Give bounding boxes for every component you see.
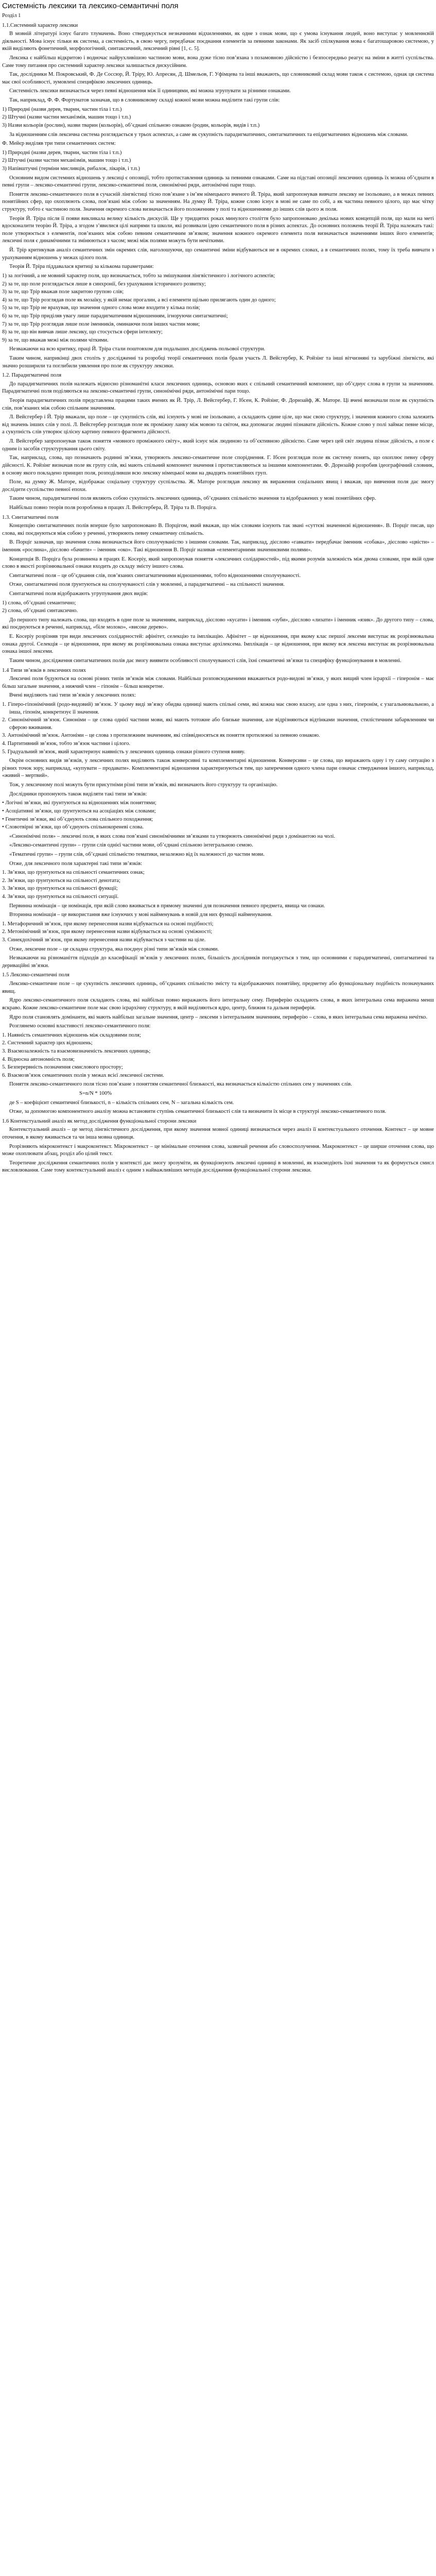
list-item: 2) за те, що поле розглядається лише в синхронії, без урахування історичного розвитку; [2, 281, 206, 287]
paragraph: Таким чином, наприкінці двох століть у дослідженні та розробці теорії семантичних полів брали участь Л. Вейсгербер, К. Ройзінг та інші вітчизняні та зарубіжні лінгвісти, які значно розширили та поглибили уявлення про поле як структуру лексики. [2, 355, 434, 369]
paragraph: Розрізняють мікроконтекст і макроконтекст. Мікроконтекст – це мінімальне оточення слова, зазвичай речення або словосполучення. Макроконтекст – це ширше оточення слова, що може охоплювати абзац, розділ або цілий текст. [2, 1143, 434, 1157]
subsection-heading: 1.3. Синтагматичні поля [2, 514, 59, 520]
paragraph: Отже, лексичне поле – це складна структура, яка поєднує різні типи зв’язків між словами. [9, 946, 219, 952]
list-item: 4) за те, що Трір розглядав поле як мозаїку, у якій немає прогалин, а всі елементи щільно прилягають один до одного; [2, 297, 276, 303]
paragraph: Ядро лексико-семантичного поля складають слова, які найбільш повно виражають його інтегральну сему. Периферію складають слова, в яких інтегральна сема виражена менш яскраво. Кожне лексико-семантичне поле має свою ієрархічну структуру, в якій виділяються ядро, центр, ближня та дальня периферія. [2, 997, 434, 1011]
paragraph: Незважаючи на всю критику, праці Й. Тріра стали поштовхом для подальших досліджень польової структури. [9, 346, 266, 352]
list-item: 2) Штучні (назви частин механізмів, машин тощо і т.п.) [2, 114, 131, 121]
list-item: 6) за те, що Трір приділяв увагу лише парадигматичним відношенням, ігноруючи синтагматичні; [2, 313, 228, 319]
list-item: 5. Градуальний зв’язок, який характеризує наявність у лексичних одиниць ознаки різного ступеня вияву. [2, 749, 246, 755]
subsection-heading: 1.4 Типи зв’язків в лексичних полях [2, 667, 86, 673]
paragraph: Вчені виділяють такі типи зв’язків у лексичних полях: [9, 692, 136, 699]
paragraph: Контекстуальний аналіз – це метод лінгвістичного дослідження, при якому значення мовної одиниці визначається через аналіз її контекстуального оточення. Контекст – це мовне оточення, в якому вживається та чи інша мовна одиниця. [2, 1127, 434, 1141]
list-item: • Асоціативні зв’язки, що ґрунтуються на асоціаціях між словами; [2, 808, 156, 814]
list-item: 2) Штучні (назви частин механізмів, машин тощо і т.п.) [2, 158, 131, 164]
paragraph: Концепцію синтагматичних полів вперше було запропоновано В. Порцігом, який вважав, що між словами існують так звані «суттєві значеннєві відношення». В. Порціг писав, що слова, які поєднуються між собою у реченні, утворюють певну семантичну спільність. [2, 523, 434, 536]
paragraph: Поняття лексико-семантичного поля тісно пов’язане з поняттям семантичної близькості, яка визначається кількістю спільних сем у значеннях слів. [9, 1081, 352, 1088]
list-item: 7) за те, що Трір розглядав лише поле іменників, оминаючи поля інших частин мови; [2, 321, 200, 327]
paragraph: «Лексико-семантичні групи» – групи слів однієї частини мови, об’єднані спільною інтегральною семою. [9, 842, 253, 849]
paragraph: Вторинна номінація – це використання вже існуючих у мові найменувань в новій для них функції найменування. [9, 912, 273, 918]
list-item: 1) слова, об’єднані семантично; [2, 600, 76, 606]
list-item: 2. Зв’язки, що ґрунтуються на спільності денотата; [2, 877, 120, 884]
paragraph: Отже, синтагматичні поля ґрунтуються на сполучуваності слів у мовленні, а парадигматичні – на спільності значення. [9, 582, 285, 588]
paragraph: Ядро поля становлять домінанти, які мають найбільш загальне значення, центр – лексеми з інтегральним значенням, периферію – слова, в яких інтегральна сема виражена нечітко. [9, 1014, 428, 1020]
list-item: 1. Наявність семантичних відношень між складовими поля; [2, 1032, 141, 1038]
list-item: 3) Назви кольорів (рослин), назви тварин (кольорів), обʼєднані спільною ознакою (родин, кольорів, видів і т.п.) [2, 122, 260, 128]
list-item: 8) за те, що він вивчав лише лексику, що стосується сфери інтелекту; [2, 329, 163, 335]
numbered-list [2, 921, 434, 944]
document-page [0, 0, 436, 1175]
paragraph: Е. Косеріу розрізняв три види лексичних солідарностей: афінітет, селекцію та імплікацію. Афінітет – це відношення, при якому клас першої лексеми виступає як розрізнювальна ознака другої. Селекція – це відношення, при якому як розрізнювальна ознака виступає архілексема. Імплікація – це відношення, при якому вся лексема виступає як розрізнювальна ознака іншої лексеми. [2, 634, 434, 655]
numbered-list [2, 1032, 434, 1080]
list-item: 1) за логічний, а не мовний характер поля, що визначається, тобто за змішування лінгвістичного і логічного аспектів; [2, 273, 275, 279]
list-item: 1. Гіперо-гіпонімічний (родо-видовий) зв’язок. У цьому виді зв’язку обидва одиниці мають спільні семи, які кожна має свою власну, але одна з них, гіперонім, є узагальнювальною, а інша, гіпонім, конкретизує її значення. [2, 701, 434, 715]
paragraph: За відношенням слів лексична система розглядається у трьох аспектах, а саме як сукупність парадигматичних, синтагматичних та епідигматичних відношень між словами. [9, 131, 408, 138]
paragraph: Лексика є найбільш відкритою і водночас найрухливішою частиною мови, вона дуже тісно пов’язана з позамовною дійсністю і безпосередньо реагує на зміни в житті суспільства. Саме тому питання про системний характер лексики залишається дискусійним. [2, 55, 434, 69]
list-item: 1) Природні (назви дерев, тварин, частин тіла і т.п.) [2, 106, 122, 112]
paragraph: Системність лексики визначається через певні відношення між її одиницями, які можна згрупувати за різними ознаками. [9, 88, 291, 94]
paragraph: Поняття лексико-семантичного поля в сучасній лінгвістиці тісно пов’язане з ім’ям німецького вченого Й. Тріра, який запропонував вивчати лексику не ізольовано, а в межах певних понятійних сфер, що охоплюють слова, пов’язані між собою за значенням. На думку Й. Тріра, кожне слово існує в мові не саме по собі, а як частина певного цілого, що має чітку структуру, тобто є частиною поля. Значення окремого слова визначається його положенням у полі та відношеннями до інших слів цього ж поля. [2, 191, 434, 213]
paragraph: Отже, для лексичного поля характерні такі типи зв’язків: [9, 860, 143, 867]
list-item: 5) за те, що Трір не врахував, що значення одного слова може входити у кілька полів; [2, 305, 200, 311]
paragraph: Л. Вейсгербер запропонував також поняття «мовного проміжного світу», який існує між людиною та об’єктивною дійсністю. Саме через цей світ людина пізнає дійсність, а поле є одним із засобів структурування цього світу. [2, 438, 434, 452]
list-item: 4. Відносна автономність поля; [2, 1056, 75, 1062]
list-item: 3. Взаємозалежність та взаємовизначеність лексичних одиниць; [2, 1048, 151, 1054]
list-item: 1) Природні (назви дерев, тварин, частин тіла і т.п.) [2, 149, 122, 156]
list-item: 1. Зв’язки, що ґрунтуються на спільності семантичних ознак; [2, 870, 145, 876]
paragraph: Поле, на думку Ж. Маторе, відображає соціальну структуру суспільства. Ж. Маторе розглядав лексику як вираження соціальних явищ і вважав, що вивчення поля дає змогу дослідити суспільство певної епохи. [2, 479, 434, 493]
list-item: 3. Антонімічний зв’язок. Антоніми – це слова з протилежним значенням, які співвідносяться як поняття протилежні за певною ознакою. [2, 733, 320, 739]
paragraph: Окрім основних видів зв’язків, у лексичних полях виділяють також конверсивні та комплементарні відношення. Конверсиви – це слова, що виражають одну і ту саму ситуацію з різних точок зору, наприклад, «купувати – продавати». Комплементарні відношення характеризуються тим, що заперечення одного члена пари означає ствердження іншого, наприклад, «живий – мертвий». [2, 758, 434, 779]
paragraph: Й. Трір критикував аналіз семантичних змін окремих слів, наголошуючи, що семантичні зміни відбуваються не в окремих словах, а в семантичних полях, тому їх треба вивчати з урахуванням відношень у межах цілого поля. [2, 247, 434, 261]
formula: S=n/N * 100% [79, 1091, 112, 1096]
paragraph: Л. Вейсгербер і Й. Трір вважали, що поле – це сукупність слів, які існують у мові не ізольовано, а складають єдине ціле, що має свою структуру, і значення кожного слова залежить від значень інших слів у полі. Л. Вейсгербер розглядав поле як проміжну ланку між мовою та світом, яка допомагає людині пізнавати дійсність. Кожне слово у полі займає певне місце, а сукупність слів утворює цілісну картину певного фрагмента дійсності. [2, 414, 434, 435]
paragraph: де S – коефіцієнт семантичної близькості, n – кількість спільних сем, N – загальна кількість сем. [9, 1099, 234, 1106]
numbered-list [2, 869, 434, 901]
list-item: 2. Метонімічний зв’язок, при якому перенесення назви відбувається на основі суміжності; [2, 929, 213, 935]
list-item: 3. Синекдохічний зв’язок, при якому перенесення назви відбувається з частини на ціле. [2, 937, 206, 943]
subsection-heading: 1.5 Лексико-семантичні поля [2, 972, 69, 978]
list-item: • Генетичні зв’язки, які об’єднують слова спільного походження; [2, 816, 153, 822]
list-item: 6. Взаємозв’язок семантичних полів у межах всієї лексичної системи. [2, 1072, 164, 1078]
paragraph: Теоретичне дослідження семантичних полів у контексті дає змогу зрозуміти, як функціонують лексичні одиниці в мовленні, як взаємодіють їхні значення та як формується смисл висловлювання. Саме тому контекстуальний аналіз є одним з найважливіших методів дослідження функціональної сторони лексики. [2, 1160, 434, 1174]
paragraph: Основним видом системних відношень у лексиці є опозиції, тобто протиставлення одиниць за певними ознаками. Саме на підставі опозиції лексичних одиниць їх можна об’єднати в певні групи – лексико-семантичні групи, лексико-семантичні поля, синонімічні ряди, антонімічні пари тощо. [2, 175, 434, 189]
subsection-heading: 1.6 Контекстуальний аналіз як метод дослідження функціональної сторони лексики [2, 1118, 197, 1124]
paragraph: Ф. Мейєр виділяв три типи семантичних систем: [2, 141, 116, 147]
paragraph: Теорія Й. Тріра піддавалася критиці за кількома параметрами: [9, 264, 154, 270]
paragraph: Таким чином, парадигматичні поля являють собою сукупність лексичних одиниць, об’єднаних спільністю значення та відображених у мові понятійних сфер. [9, 496, 376, 502]
list-item: 3) Напівштучні (терміни мисливців, рибалок, лікарів, і т.п.) [2, 165, 140, 172]
list-item: 1. Метафоричний зв’язок, при якому перенесення назви відбувається на основі подібності; [2, 921, 214, 927]
list-item: 2. Синонімічний зв’язок. Синоніми – це слова однієї частини мови, які мають тотожне або близьке значення, але відрізняються відтінками значення, стилістичним забарвленням чи сферою вживання. [2, 717, 434, 731]
section-label: Розділ 1 [2, 13, 21, 19]
paragraph: Теорія Й. Тріра після її появи викликала велику кількість дискусій. Ще у тридцятих роках минулого століття було запропоновано декілька нових концепцій поля, що мали на меті вдосконалити теорію Й. Тріра, а згодом з’явилися цілі напрями та школи, які розвивали ідею семантичного поля в різних аспектах. До основних положень теорії Й. Тріра належать такі: поле утворюється з елементів, пов’язаних між собою певним семантичним зв’язком; значення кожного окремого елемента поля визначається значеннями інших його елементів; лексичні поля є динамічними та змінюються з часом; межі між полями можуть бути нечіткими. [2, 215, 434, 244]
paragraph: Отже, за допомогою компонентного аналізу можна встановити ступінь семантичної близькості слів та визначити їх місце в структурі лексико-семантичного поля. [9, 1109, 387, 1115]
paragraph: Первинна номінація – це номінація, при якій слово вживається в прямому значенні для позначення певного предмета, явища чи ознаки. [9, 903, 325, 909]
numbered-list [2, 701, 434, 756]
paragraph: Синтагматичні поля – це об’єднання слів, пов’язаних синтагматичними відношеннями, тобто відношеннями сполучуваності. [9, 572, 301, 579]
numbered-list [2, 600, 434, 615]
page-title: Системність лексики та лексико-семантичні поля [2, 2, 179, 10]
list-item: 2) слова, об’єднані синтаксично. [2, 608, 78, 614]
list-item: • Словотвірні зв’язки, що об’єднують спільнокореневі слова. [2, 824, 144, 831]
paragraph: Лексико-семантичне поле – це сукупність лексичних одиниць, об’єднаних спільністю змісту та відображаючих понятійну, предметну або функціональну подібність позначуваних явищ. [2, 981, 434, 994]
subsection-heading: 1.1.Системний характер лексики [2, 22, 78, 28]
paragraph: Найбільш повно теорія поля розроблена в працях Л. Вейсгербера, Й. Тріра та В. Порціга. [9, 504, 217, 511]
list-item: 5. Безперервність позначення смислового простору; [2, 1064, 123, 1071]
subsection-heading: 1.2. Парадигматичні поля [2, 372, 62, 379]
paragraph: Так, наприклад, слова, що позначають родинні зв’язки, утворюють лексико-семантичне поле споріднення. Г. Ібсен розглядав поле як систему понять, що охоплює певну сферу дійсності. К. Ройзінг визначав поле як групу слів, які мають спільний компонент значення і протиставляються за іншими компонентами. Ф. Дорнзайф розробив ідеографічний словник, в основу якого покладено принцип поля, розподіливши всю лексику німецької мови на двадцять понятійних груп. [2, 455, 434, 476]
paragraph: Лексичні поля будуються на основі різних типів зв’язків між словами. Найбільш розповсюдженими вважаються родо-видові зв’язки, у яких вищий член ієрархії – гіперонім – має більш загальне значення, а нижчий член – гіпонім – більш конкретне. [2, 676, 434, 689]
paragraph: Концепція В. Порціга була розвинена в працях Е. Косеріу, який запропонував поняття «лексичних солідарностей», під якими розумів залежність між двома словами, при якій одне слово в якості розрізнювальної ознаки входить до складу змісту іншого слова. [2, 556, 434, 570]
numbered-list [2, 149, 434, 173]
paragraph: Так, дослідники М. Покровський, Ф. Де Соссюр, Й. Тріру, Ю. Апресян, Д. Шмельов, Г. Уфімцева та інші вважають, що словниковий склад мови також є системою, однак ця система має свої особливості, зумовлені специфікою лексичних одиниць. [2, 72, 434, 85]
list-item: 2. Системний характер цих відношень; [2, 1040, 93, 1046]
paragraph: Синтагматичні поля відображають угрупування двох видів: [9, 591, 148, 597]
paragraph: До першого типу належать слова, що входять в одне поле за значенням, наприклад, дієслово «кусати» і іменник «зуби», дієслово «лизати» і іменник «язик». До другого типу – слова, які поєднуються в реченні, наприклад, «біле молоко», «високе дерево». [2, 617, 434, 631]
list-item: 4. Зв’язки, що ґрунтуються на спільності ситуації. [2, 893, 119, 900]
paragraph: Тож, у лексичному полі можуть бути присутніми різні типи зв’язків, які визначають його структуру та організацію. [9, 782, 278, 788]
list-item: • Логічні зв’язки, які ґрунтуються на відношеннях між поняттями; [2, 800, 156, 806]
bullet-list [2, 800, 434, 831]
paragraph: Так, наприклад, Ф. Ф. Фортунатов зазначав, що в словниковому складі кожної мови можна виділити такі групи слів: [9, 97, 280, 104]
paragraph: Незважаючи на різноманіття підходів до класифікації зв’язків у лексичних полях, більшість дослідників погоджується з тим, що основними є парадигматичні, синтагматичні та дериваційні зв’язки. [2, 955, 434, 969]
numbered-list [2, 106, 434, 130]
paragraph: «Синонімічні поля» – лексичні поля, в яких слова пов’язані синонімічними зв’язками та утворюють синонімічні ряди з домінантою на чолі. [9, 833, 336, 839]
paragraph: Дослідники пропонують також виділяти такі типи зв’язків: [9, 791, 147, 797]
paragraph: В мовній літературі існує багато тлумачень. Воно стверджується незначними відхиленнями, як одне з ознак мови, що є умова існування людей, воно виступає у мовленнєвій діяльності. Мова існує тільки як система, а системність, в свою чергу, передбачає поєднання елементів за певними законами. Як засіб спілкування мова є багатошаровою системою, у якій виділяють фонетичний, морфологічний, синтаксичний, лексичний рівні [1, с. 5]. [2, 31, 434, 52]
paragraph: Таким чином, дослідження синтагматичних полів дає змогу виявити особливості сполучуваності слів, їхні семантичні зв’язки та специфіку функціонування в мовленні. [9, 657, 402, 664]
list-item: 9) за те, що вважав межі між полями чіткими. [2, 337, 109, 343]
paragraph: «Тематичні групи» – групи слів, об’єднані спільністю тематики, незалежно від їх належності до частин мови. [9, 851, 265, 857]
paragraph: Теорія парадигматичних полів представлена працями таких вчених як Й. Трір, Л. Вейсгербер, Г. Ібсен, К. Ройзінг, Ф. Дорнзайф, Ж. Маторе. Ці вчені визначали поле як сукупність слів, пов’язаних між собою спільним значенням. [2, 398, 434, 411]
paragraph: До парадигматичних полів належать відносно різноманітні класи лексичних одиниць, основою яких є спільний семантичний компонент, що об’єднує слова в групи за значенням. Парадигматичні поля поділяються на лексико-семантичні групи, синонімічні ряди, антонімічні пари тощо. [2, 381, 434, 395]
list-item: 3. Зв’язки, що ґрунтуються на спільності функції; [2, 886, 118, 892]
numbered-list [2, 273, 434, 344]
paragraph: В. Порціг зазначав, що значення слова визначається його сполучуваністю з іншими словами. Так, наприклад, дієслово «гавкати» передбачає іменник «собака», дієслово «цвісти» – іменник «рослина», дієслово «бачити» – іменник «око». Такі відношення В. Порціг називав «елементарними значеннєвими полями». [2, 539, 434, 553]
paragraph: Розглянемо основні властивості лексико-семантичного поля: [9, 1023, 151, 1029]
list-item: 4. Партитивний зв’язок, тобто зв’язок частини і цілого. [2, 741, 131, 747]
list-item: 3) за те, що Трір вважав поле закритою групою слів; [2, 289, 124, 295]
